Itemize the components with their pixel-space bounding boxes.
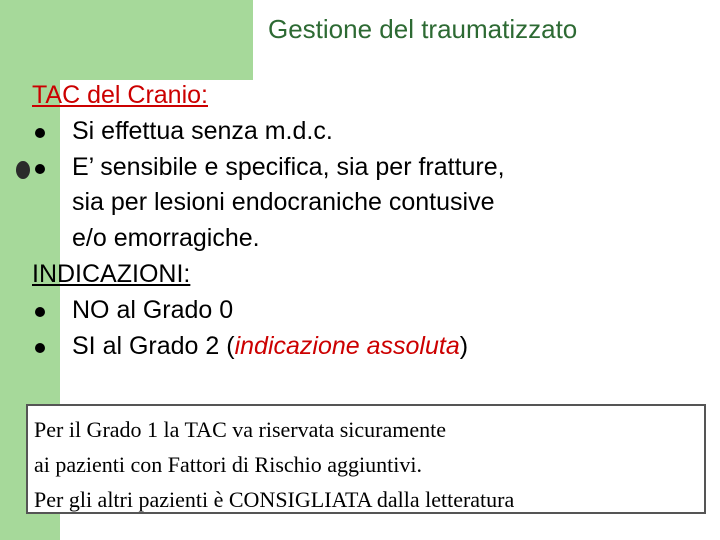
decor-dot — [16, 161, 30, 179]
bullet-item — [32, 114, 712, 150]
bullet-text: NO al Grado 0 — [72, 295, 234, 324]
bullet-icon — [35, 343, 45, 353]
bullet-continuation: sia per lesioni endocraniche contusive — [72, 188, 495, 217]
note-line: ai pazienti con Fattori di Rischio aggiuntivi. — [34, 452, 422, 477]
section-heading: TAC del Cranio: — [32, 81, 208, 109]
bullet-icon — [35, 307, 45, 317]
emphasis-text: indicazione assoluta — [234, 331, 460, 360]
bullet-icon — [35, 164, 45, 174]
bullet-text-prefix: SI al Grado 2 ( — [72, 331, 235, 360]
note-line: Per il Grado 1 la TAC va riservata sicuramente — [34, 417, 447, 442]
note-line: Per gli altri pazienti è CONSIGLIATA dalla letteratura — [34, 487, 515, 512]
slide-body — [32, 78, 712, 364]
note-box — [26, 404, 706, 514]
bullet-text-suffix: ) — [459, 331, 469, 360]
bullet-item — [32, 150, 712, 186]
bullet-icon — [35, 128, 45, 138]
bullet-continuation: e/o emorragiche. — [72, 224, 260, 253]
bullet-item — [32, 329, 712, 365]
slide-title: Gestione del traumatizzato — [268, 14, 578, 44]
bullet-item — [32, 293, 712, 329]
bullet-text: Si effettua senza m.d.c. — [72, 116, 333, 145]
bullet-text: E’ sensibile e specifica, sia per fratture, — [72, 152, 505, 181]
indications-heading: INDICAZIONI: — [32, 259, 191, 288]
